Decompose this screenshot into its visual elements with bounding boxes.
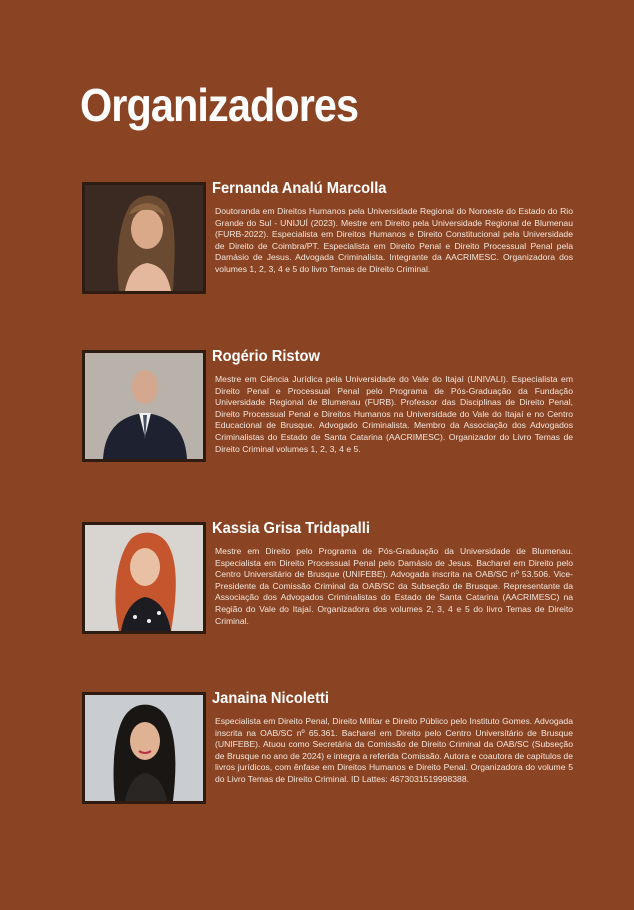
organizer-bio: Doutoranda em Direitos Humanos pela Universidade Regional do Noroeste do Estado do Rio Grande do Sul - UNIJUÍ (2023). Mestre em Direito pela Universidade Regional de Blumenau (FURB-2022). Especialista em Direitos Humanos e Direito Constitucional pela Universidade de Direito de Coimbra/PT. Especialista em Direito Penal e Direito Processual Penal pela Damásio de Jesus. Advogada Criminalista. Integrante da AACRIMESC. Organizadora dos volumes 1, 2, 3, 4 e 5 do livro Temas de Direito Criminal.	[215, 206, 573, 274]
page-title: Organizadores	[80, 79, 359, 131]
organizer-bio: Mestre em Direito pelo Programa de Pós-Graduação da Universidade de Blumenau. Especialista em Direito Processual Penal pelo Damásio de Jesus. Bacharel em Direito pelo Centro Universitário de Brusque (UNIFEBE). Advogada inscrita na OAB/SC nº 53.506. Vice-Presidente da Comissão Criminal da OAB/SC da Subseção de Brusque. Representante da Associação dos Advogados Criminalistas do Estado de Santa Catarina (AACRIMESC) na Região do Vale do Itajaí. Organizadora dos volumes 2, 3, 4 e 5 do livro Temas de Direito Criminal.	[215, 546, 573, 626]
organizer-name: Fernanda Analú Marcolla	[212, 180, 387, 197]
portrait-photo	[82, 350, 206, 462]
organizer-bio: Especialista em Direito Penal, Direito Militar e Direito Público pelo Instituto Gomes. Advogada inscrita na OAB/SC nº 65.361. Bacharel em Direito pelo Centro Universitário de Brusque (UNIFEBE). Atuou como Secretária da Comissão de Direito Criminal da OAB/SC (Subseção de Brusque no ano de 2024) e integra a referida Comissão. Autora e coautora de capítulos de livros jurídicos, com ênfase em Direitos Humanos e Direito Penal. Organizadora do volume 5 do Livro Temas de Direito Criminal. ID Lattes: 4673031519998388.	[215, 716, 573, 784]
organizer-name: Kassia Grisa Tridapalli	[212, 520, 370, 537]
organizer-name: Rogério Ristow	[212, 348, 320, 365]
portrait-photo	[82, 522, 206, 634]
organizer-name: Janaina Nicoletti	[212, 690, 329, 707]
portrait-photo	[82, 182, 206, 294]
portrait-photo	[82, 692, 206, 804]
organizer-bio: Mestre em Ciência Jurídica pela Universidade do Vale do Itajaí (UNIVALI). Especialista em Direito Penal e Processual Penal pelo Programa de Pós-Graduação da Fundação Universidade Regional de Blumenau (FURB). Professor das Disciplinas de Direito Penal, Direito Processual Penal e Direitos Humanos na Universidade do Vale do Itajaí e no Centro Educacional de Brusque. Advogado Criminalista. Membro da Associação dos Advogados Criminalistas do Estado de Santa Catarina (AACRIMESC). Organizador do Livro Temas de Direito Criminal volumes 1, 2, 3, 4 e 5.	[215, 374, 573, 454]
